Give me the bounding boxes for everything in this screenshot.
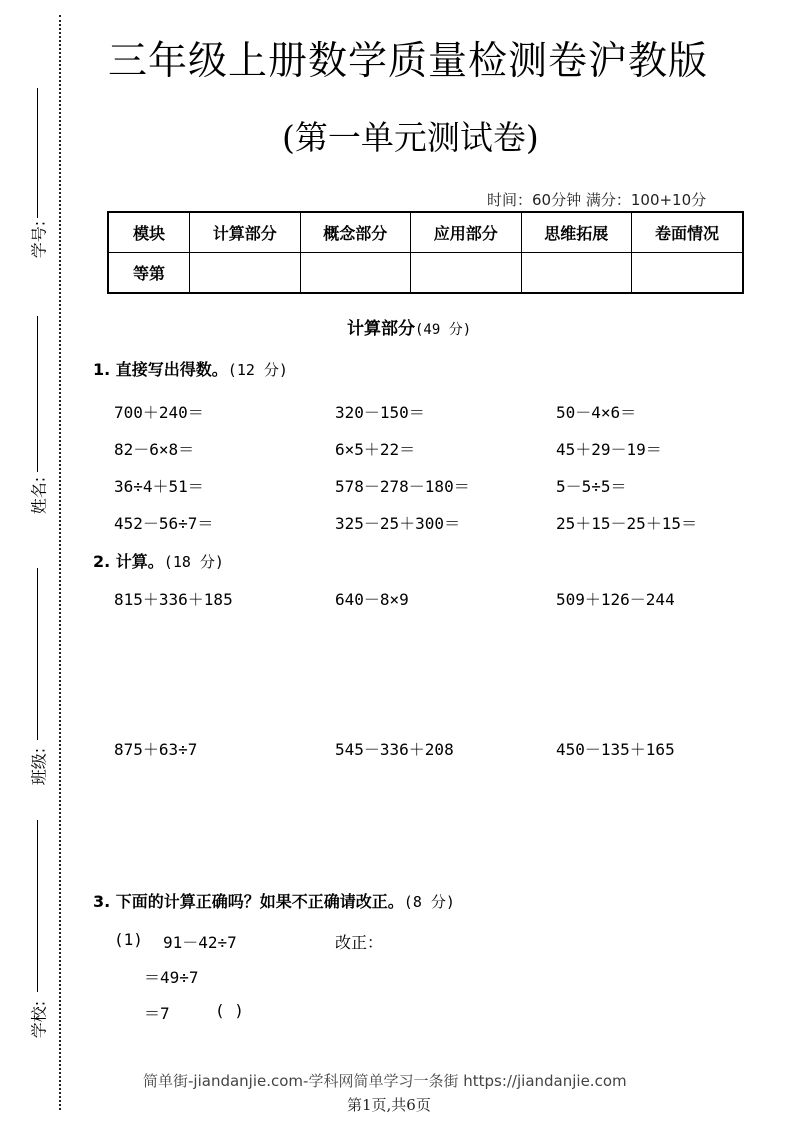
score-header-cell: 卷面情况 bbox=[632, 212, 743, 253]
q1-expression: 5－5÷5＝ bbox=[556, 477, 627, 496]
question-2-points: (18 分) bbox=[163, 553, 224, 571]
q1-expression: 25＋15－25＋15＝ bbox=[556, 514, 698, 533]
q1-expression: 578－278－180＝ bbox=[335, 477, 470, 496]
class-field[interactable] bbox=[37, 568, 38, 740]
q2-expression: 545－336＋208 bbox=[335, 740, 454, 759]
question-2-title bbox=[93, 549, 224, 572]
question-1-text: 1. 直接写出得数。 bbox=[93, 360, 228, 379]
exam-meta: 时间：60分钟 满分：100+10分 bbox=[487, 191, 707, 209]
footer-watermark: 简单街-jiandanjie.com-学科网简单学习一条街 https://jiandanjie.com bbox=[143, 1072, 627, 1090]
q3-item-number: (1) bbox=[114, 930, 143, 949]
q1-expression: 6×5＋22＝ bbox=[335, 440, 416, 459]
grade-cell[interactable] bbox=[190, 253, 301, 294]
score-table-header-row bbox=[108, 212, 743, 253]
q1-expression: 452－56÷7＝ bbox=[114, 514, 214, 533]
q1-expression: 700＋240＝ bbox=[114, 403, 204, 422]
score-header-cell: 计算部分 bbox=[190, 212, 301, 253]
q1-expression: 36÷4＋51＝ bbox=[114, 477, 204, 496]
question-2-text: 2. 计算。 bbox=[93, 552, 164, 571]
name-field[interactable] bbox=[37, 316, 38, 472]
student-id-label: 学号: bbox=[29, 220, 49, 259]
score-header-cell: 应用部分 bbox=[411, 212, 522, 253]
q2-expression: 450－135＋165 bbox=[556, 740, 675, 759]
score-table-grade-row bbox=[108, 253, 743, 294]
binding-dotted-line bbox=[59, 15, 61, 1110]
q3-step-2: ＝7 bbox=[144, 1004, 170, 1023]
q2-expression: 640－8×9 bbox=[335, 590, 409, 609]
score-header-cell: 思维拓展 bbox=[521, 212, 632, 253]
school-label: 学校: bbox=[29, 1000, 49, 1039]
name-label: 姓名: bbox=[29, 476, 49, 515]
score-header-cell: 模块 bbox=[108, 212, 190, 253]
student-id-field[interactable] bbox=[37, 88, 38, 218]
q3-correction-label: 改正： bbox=[335, 933, 384, 952]
school-field[interactable] bbox=[37, 820, 38, 992]
page-title: 三年级上册数学质量检测卷沪教版 bbox=[108, 39, 709, 84]
q3-step-1: ＝49÷7 bbox=[144, 968, 199, 987]
q1-expression: 50－4×6＝ bbox=[556, 403, 637, 422]
question-3-text: 3. 下面的计算正确吗？如果不正确请改正。 bbox=[93, 892, 404, 911]
q3-answer-bracket[interactable]: ( ) bbox=[215, 1001, 244, 1020]
grade-cell[interactable] bbox=[300, 253, 411, 294]
q1-expression: 320－150＝ bbox=[335, 403, 425, 422]
grade-row-label: 等第 bbox=[108, 253, 190, 294]
q1-expression: 325－25＋300＝ bbox=[335, 514, 461, 533]
section-heading-text: 计算部分 bbox=[347, 319, 415, 339]
section-heading bbox=[347, 314, 471, 339]
grade-cell[interactable] bbox=[632, 253, 743, 294]
q1-expression: 45＋29－19＝ bbox=[556, 440, 662, 459]
page-number: 第1页,共6页 bbox=[347, 1096, 431, 1114]
q3-expression: 91－42÷7 bbox=[163, 933, 237, 952]
question-3-points: (8 分) bbox=[403, 893, 455, 911]
question-1-points: (12 分) bbox=[227, 361, 288, 379]
q2-expression: 875＋63÷7 bbox=[114, 740, 198, 759]
q2-expression: 509＋126－244 bbox=[556, 590, 675, 609]
page-subtitle: (第一单元测试卷) bbox=[282, 118, 539, 157]
question-3-title bbox=[93, 889, 455, 912]
class-label: 班级: bbox=[29, 747, 49, 786]
q1-expression: 82－6×8＝ bbox=[114, 440, 195, 459]
score-table bbox=[107, 211, 744, 294]
q2-expression: 815＋336＋185 bbox=[114, 590, 233, 609]
question-1-title bbox=[93, 357, 288, 380]
grade-cell[interactable] bbox=[521, 253, 632, 294]
grade-cell[interactable] bbox=[411, 253, 522, 294]
score-header-cell: 概念部分 bbox=[300, 212, 411, 253]
section-points: (49 分) bbox=[415, 322, 472, 338]
